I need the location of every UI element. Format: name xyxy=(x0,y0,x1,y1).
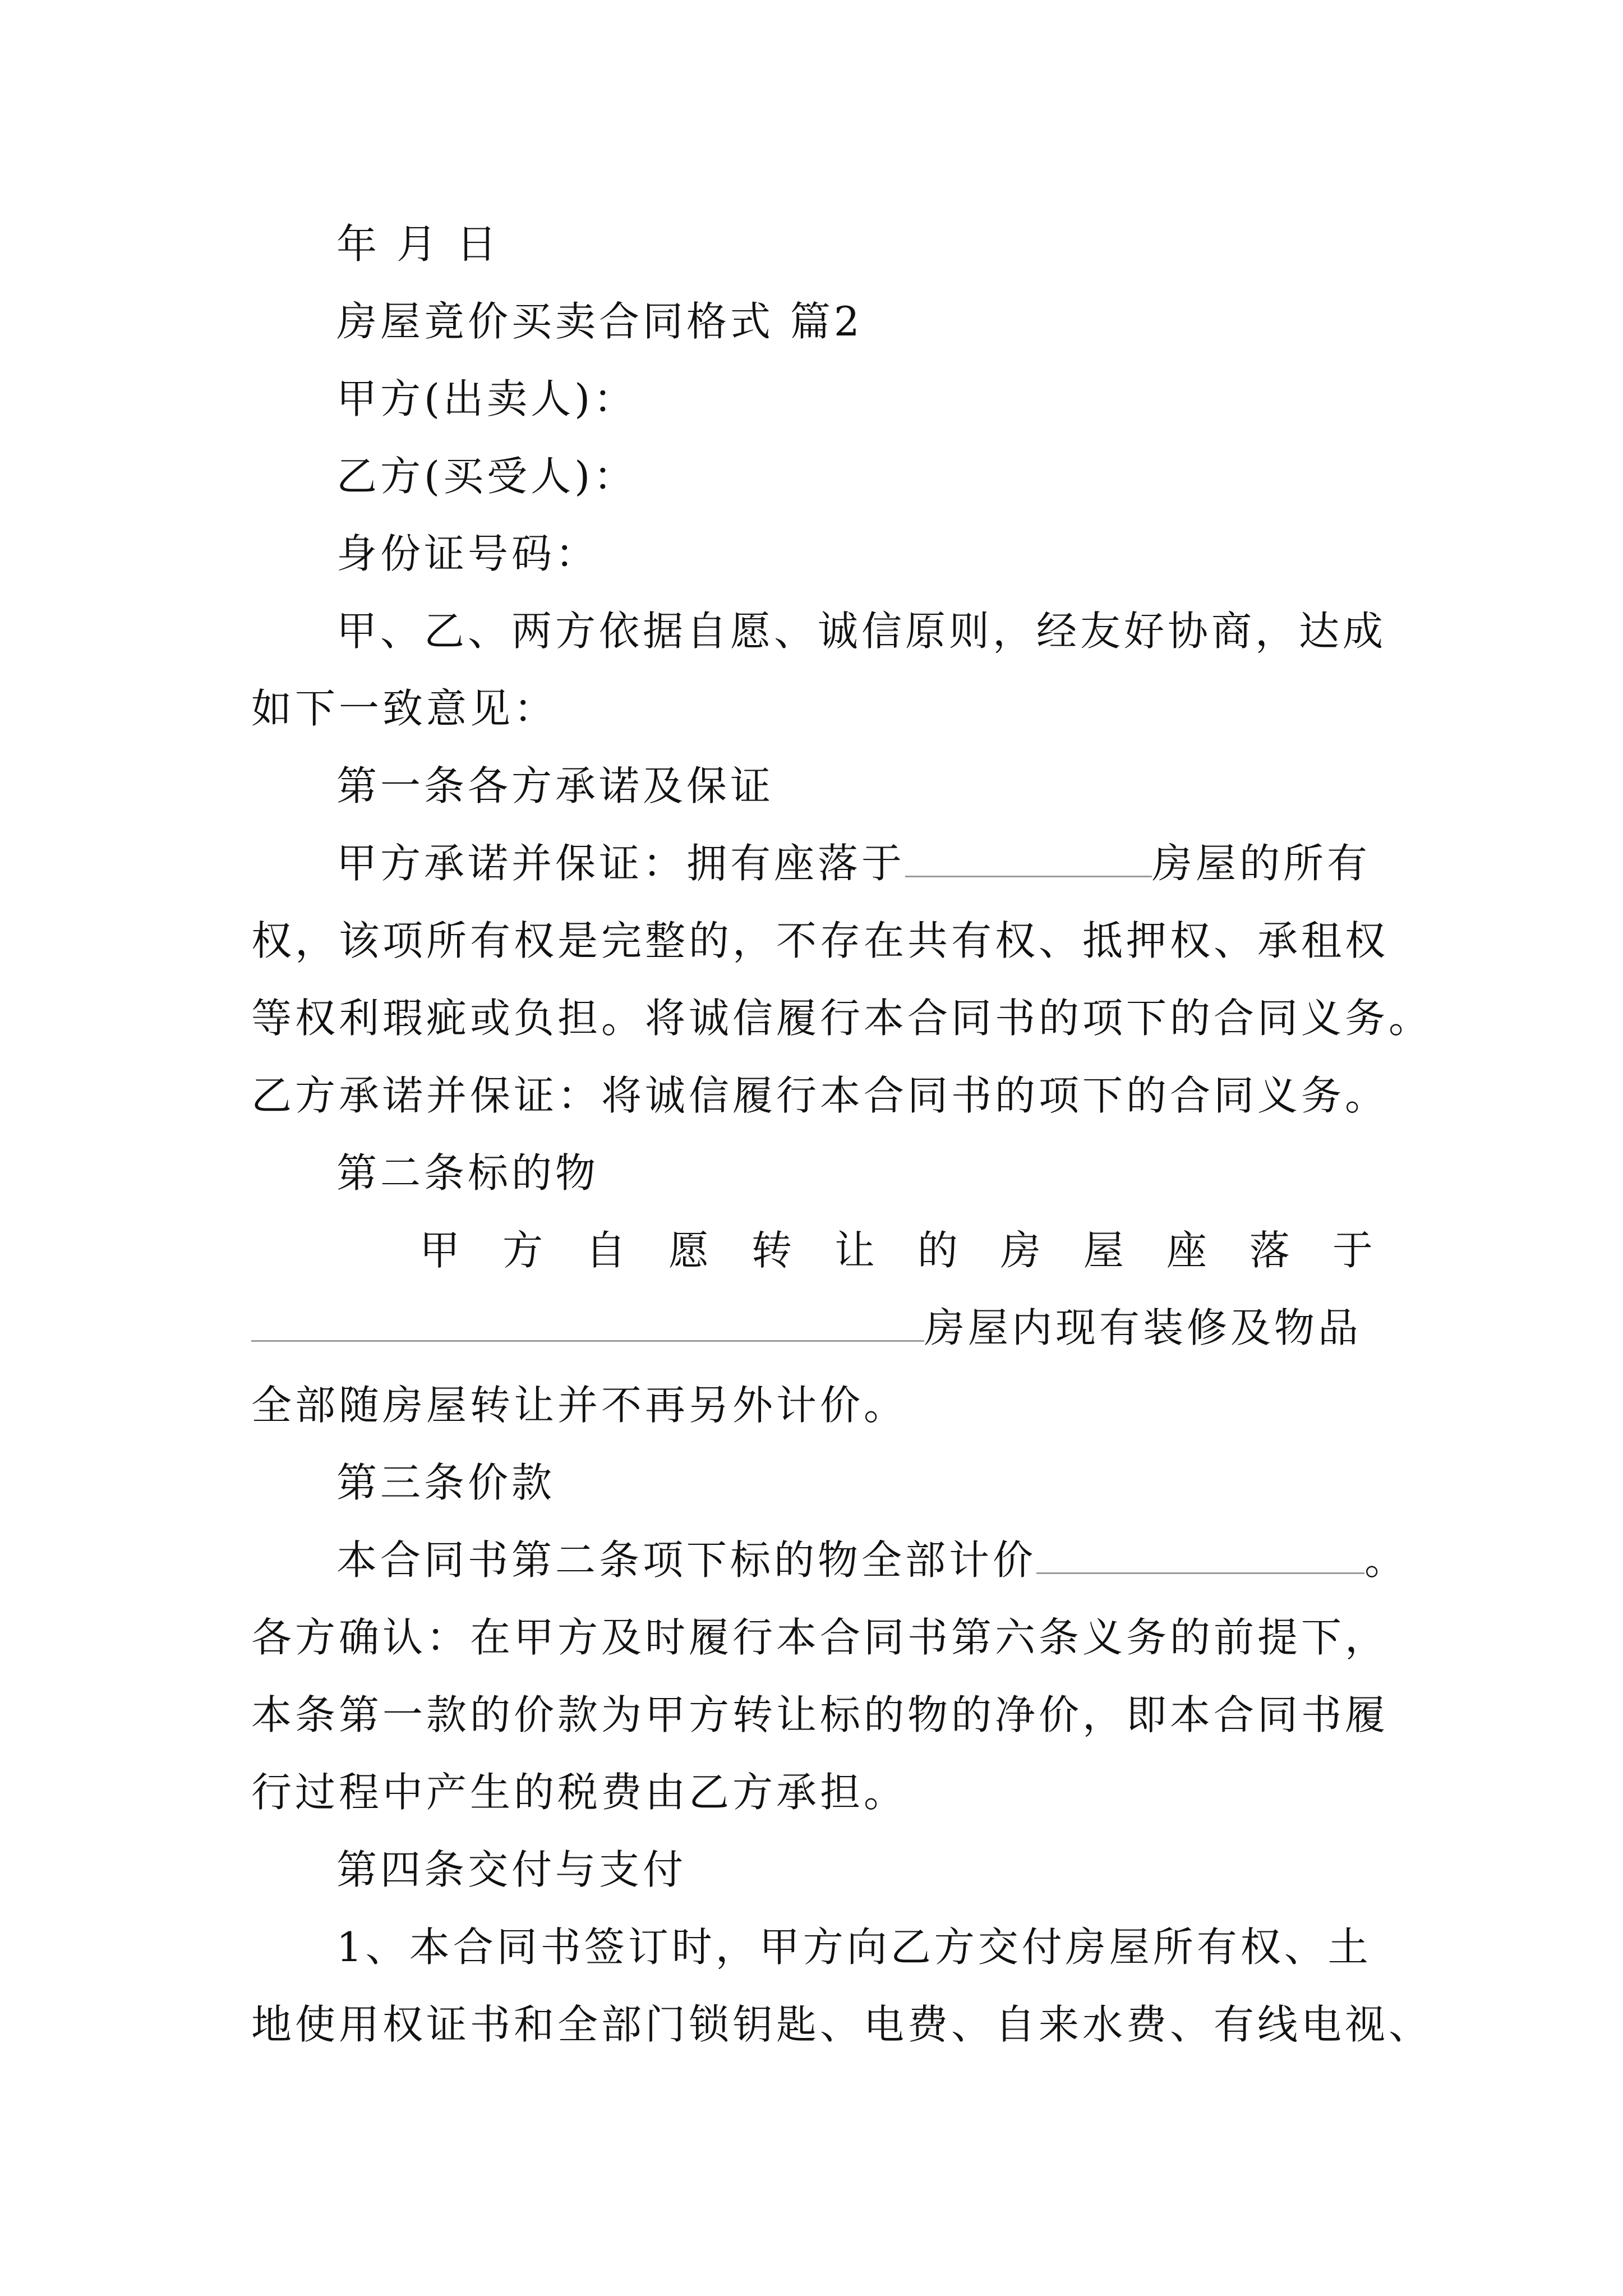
id-number-label: 身份证号码： xyxy=(336,530,600,577)
article3-line-3: 本条第一款的价款为甲方转让标的物的净价，即本合同书履 xyxy=(251,1691,1389,1738)
article2-char: 甲 xyxy=(419,1227,460,1274)
party-a-label: 甲方(出卖人)： xyxy=(336,375,638,422)
intro-paragraph-line-2: 如下一致意见： xyxy=(251,685,558,732)
date-line: 年 月 日 xyxy=(336,220,500,268)
article3-line-1-text-post: 。 xyxy=(1364,1536,1409,1584)
article1-line-1-text-pre: 甲方承诺并保证：拥有座落于 xyxy=(336,840,906,887)
article2-line-2 xyxy=(251,1289,1373,1366)
article3-line-4: 行过程中产生的税费由乙方承担。 xyxy=(251,1769,908,1816)
intro-paragraph-line-1: 甲、乙、两方依据自愿、诚信原则，经友好协商，达成 xyxy=(336,608,1387,655)
article1-line-1 xyxy=(336,825,1458,902)
article2-char: 方 xyxy=(502,1227,543,1274)
article1-line-1-text-post: 房屋的所有 xyxy=(1152,840,1371,887)
article2-heading: 第二条标的物 xyxy=(336,1149,600,1197)
location-blank-field xyxy=(905,841,1152,877)
article3-line-2: 各方确认：在甲方及时履行本合同书第六条义务的前提下， xyxy=(251,1614,1389,1661)
article4-line-1: 1、本合同书签订时，甲方向乙方交付房屋所有权、土 xyxy=(336,1924,1372,1971)
article2-line-3: 全部随房屋转让并不再另外计价。 xyxy=(251,1382,908,1429)
article2-char: 座 xyxy=(1166,1227,1207,1274)
article2-char: 转 xyxy=(751,1227,792,1274)
article1-line-3: 等权利瑕疵或负担。将诚信履行本合同书的项下的合同义务。 xyxy=(251,995,1433,1042)
article2-line-1 xyxy=(251,1212,1373,1289)
article2-char: 于 xyxy=(1332,1227,1373,1274)
article1-line-2: 权，该项所有权是完整的，不存在共有权、抵押权、承租权 xyxy=(251,917,1389,964)
article2-char: 的 xyxy=(917,1227,958,1274)
article2-char: 落 xyxy=(1249,1227,1290,1274)
article2-char: 屋 xyxy=(1083,1227,1124,1274)
article2-line-2-text: 房屋内现有装修及物品 xyxy=(924,1304,1362,1351)
article3-line-1 xyxy=(336,1521,1458,1599)
article3-heading: 第三条价款 xyxy=(336,1459,556,1506)
price-blank-field xyxy=(1036,1538,1364,1574)
article4-line-2: 地使用权证书和全部门锁钥匙、电费、自来水费、有线电视、 xyxy=(251,2001,1433,2048)
article3-line-1-text-pre: 本合同书第二条项下标的物全部计价 xyxy=(336,1536,1037,1584)
article1-heading: 第一条各方承诺及保证 xyxy=(336,762,774,809)
article2-char: 愿 xyxy=(668,1227,709,1274)
article2-char: 让 xyxy=(834,1227,875,1274)
article2-char: 房 xyxy=(1000,1227,1041,1274)
article4-heading: 第四条交付与支付 xyxy=(336,1846,687,1893)
article2-char: 自 xyxy=(585,1227,626,1274)
article1-line-4: 乙方承诺并保证：将诚信履行本合同书的项下的合同义务。 xyxy=(251,1072,1389,1119)
address-blank-field xyxy=(251,1305,924,1342)
party-b-label: 乙方(买受人)： xyxy=(336,453,638,500)
document-title: 房屋竟价买卖合同格式 篇2 xyxy=(336,298,863,345)
